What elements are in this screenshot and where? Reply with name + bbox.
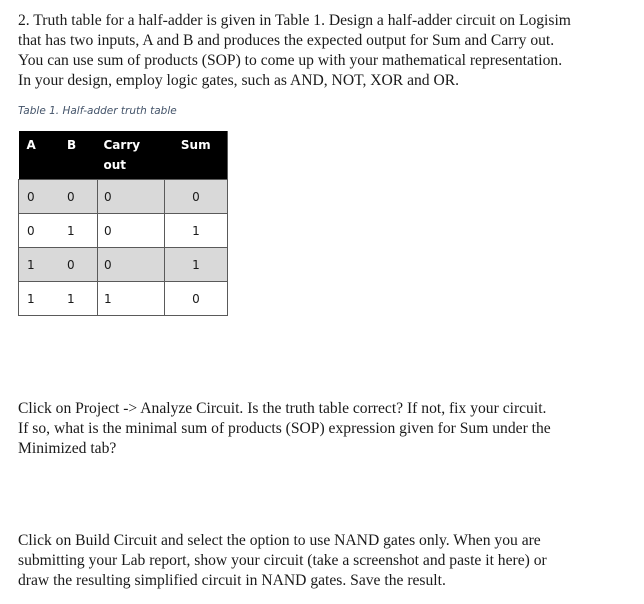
question-analyze-paragraph xyxy=(18,399,638,459)
cell-carry-out: 0 xyxy=(98,248,165,282)
cell-sum: 1 xyxy=(165,214,228,248)
header-sum: Sum xyxy=(165,131,228,180)
cell-a: 1 xyxy=(19,282,62,316)
table-row xyxy=(19,248,228,282)
question-intro-line: You can use sum of products (SOP) to come up with your mathematical representation. xyxy=(18,52,563,69)
table-header-row xyxy=(19,131,228,180)
cell-carry-out: 0 xyxy=(98,180,165,214)
question-intro-paragraph xyxy=(18,11,638,91)
question-nand-line: Click on Build Circuit and select the option to use NAND gates only. When you are xyxy=(18,532,541,549)
table-caption: Table 1. Half-adder truth table xyxy=(18,105,177,117)
header-b: B xyxy=(61,131,98,180)
half-adder-truth-table xyxy=(18,131,228,316)
cell-b: 1 xyxy=(61,282,98,316)
header-a: A xyxy=(19,131,62,180)
question-nand-line: draw the resulting simplified circuit in NAND gates. Save the result. xyxy=(18,572,446,589)
question-analyze-line: Minimized tab? xyxy=(18,440,117,457)
table-row xyxy=(19,180,228,214)
cell-a: 0 xyxy=(19,214,62,248)
cell-b: 1 xyxy=(61,214,98,248)
question-intro-line: In your design, employ logic gates, such as AND, NOT, XOR and OR. xyxy=(18,72,460,89)
question-intro-line: that has two inputs, A and B and produces the expected output for Sum and Carry out. xyxy=(18,32,555,49)
cell-sum: 1 xyxy=(165,248,228,282)
header-carry-out xyxy=(98,131,165,180)
header-carry-out-label: Carry out xyxy=(103,138,141,172)
cell-sum: 0 xyxy=(165,282,228,316)
cell-carry-out: 0 xyxy=(98,214,165,248)
cell-sum: 0 xyxy=(165,180,228,214)
cell-carry-out: 1 xyxy=(98,282,165,316)
cell-b: 0 xyxy=(61,248,98,282)
table-row xyxy=(19,214,228,248)
question-intro-line: 2. Truth table for a half-adder is given in Table 1. Design a half-adder circuit on Logisim xyxy=(18,12,571,29)
question-analyze-line: If so, what is the minimal sum of products (SOP) expression given for Sum under the xyxy=(18,420,551,437)
question-nand-paragraph xyxy=(18,531,638,591)
cell-b: 0 xyxy=(61,180,98,214)
question-analyze-line: Click on Project -> Analyze Circuit. Is the truth table correct? If not, fix your circuit. xyxy=(18,400,547,417)
table-row xyxy=(19,282,228,316)
cell-a: 1 xyxy=(19,248,62,282)
question-nand-line: submitting your Lab report, show your circuit (take a screenshot and paste it here) or xyxy=(18,552,547,569)
cell-a: 0 xyxy=(19,180,62,214)
